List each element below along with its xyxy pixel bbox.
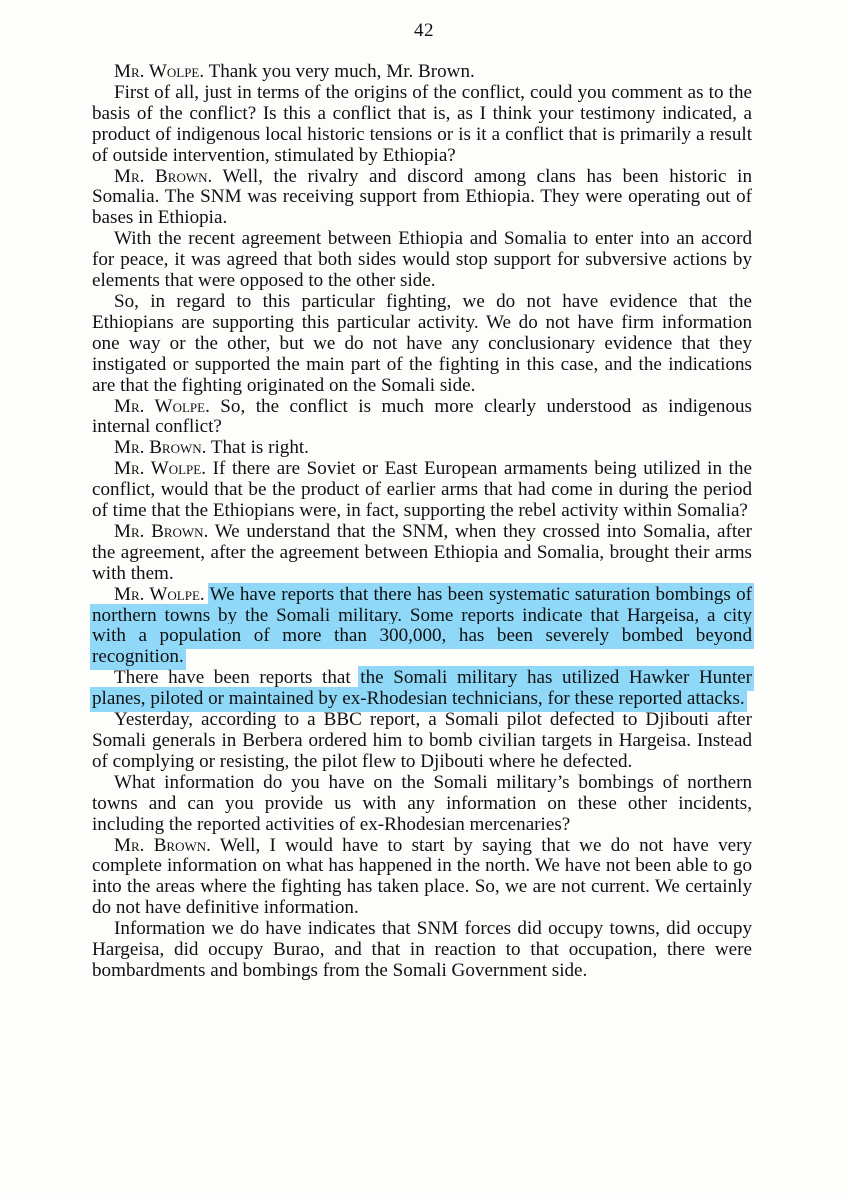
speaker-label: Mr. Brown. — [114, 165, 213, 187]
paragraph — [92, 438, 752, 459]
speaker-label: Mr. Brown. — [114, 437, 207, 459]
paragraph-text: Yesterday, according to a BBC report, a Somali pilot defected to Djibouti after Somali generals in Berbera ordered him to bomb civilian targets in Hargeisa. Instead of complying or resisting, the pilot flew to Djibouti where he defected. — [92, 709, 752, 772]
speaker-label: Mr. Brown. — [114, 834, 211, 856]
paragraph — [92, 585, 752, 669]
speaker-label: Mr. Wolpe. — [114, 395, 210, 417]
paragraph — [92, 710, 752, 773]
paragraph — [92, 229, 752, 292]
speaker-label: Mr. Brown. — [114, 520, 209, 542]
paragraph-text: So, in regard to this particular fighting, we do not have evidence that the Ethiopians are supporting this particular activity. We do not have firm information one way or the other, but we do not have any conclusionary evidence that they instigated or supported the main part of the fighting in this case, and the indications are that the fighting originated on the Somali side. — [92, 290, 752, 396]
paragraph-text: There have been reports that — [114, 667, 361, 689]
paragraph — [92, 292, 752, 397]
paragraph — [92, 668, 752, 710]
paragraph-text — [205, 584, 210, 605]
paragraph — [92, 83, 752, 167]
paragraph — [92, 919, 752, 982]
speaker-label: Mr. Wolpe. — [114, 61, 205, 82]
page-number: 42 — [414, 20, 434, 41]
paragraph-text: We understand that the SNM, when they crossed into Somalia, after the agreement, after the agreement between Ethiopia and Somalia, brought their arms with them. — [92, 520, 752, 584]
speaker-label: Mr. Wolpe. — [114, 458, 206, 480]
paragraph — [92, 397, 752, 439]
paragraph-text: If there are Soviet or East European armaments being utilized in the conflict, would that be the product of earlier arms that had come in during the period of time that the Ethiopians were, in fact, supporting the rebel activity within Somalia? — [92, 458, 752, 522]
paragraph-text: Well, I would have to start by saying that we do not have very complete information on what has happened in the north. We have not been able to go into the areas where the fighting has taken place. So, we are not current. We certainly do not have definitive information. — [92, 834, 753, 919]
paragraph-text: Information we do have indicates that SNM forces did occupy towns, did occupy Hargeisa, did occupy Burao, and that in reaction to that occupation, there were bombardments and bombings from the Somali Government side. — [92, 918, 752, 981]
speaker-label: Mr. Wolpe. — [114, 583, 205, 605]
transcript-body — [92, 62, 752, 982]
paragraph-text: First of all, just in terms of the origins of the conflict, could you comment as to the basis of the conflict? Is this a conflict that is, as I think your testimony indicated, a product of indigenous local historic tensions or is it a conflict that is primarily a result of outside intervention, stimulated by Ethiopia? — [92, 81, 752, 166]
paragraph — [92, 522, 752, 585]
paragraph-text: So, the conflict is much more clearly understood as indigenous internal conflict? — [92, 395, 752, 438]
paragraph-text: With the recent agreement between Ethiopia and Somalia to enter into an accord for peace, it was agreed that both sides would stop support for subversive actions by elements that were opposed to the other side. — [92, 228, 752, 292]
highlighted-text: We have reports that there has been systematic saturation bombings of northern towns by the Somali military. Some reports indicate that Hargeisa, a city with a population of more than 300,000, has been severely bombed beyond recognition. — [92, 583, 752, 668]
paragraph — [92, 773, 752, 836]
paragraph-text: That is right. — [206, 437, 309, 459]
paragraph — [92, 459, 752, 522]
paragraph-text: What information do you have on the Somali military’s bombings of northern towns and can you provide us with any information on these other incidents, including the reported activities of ex-Rhodesian mercenaries? — [92, 771, 752, 835]
paragraph-text: Well, the rivalry and discord among clans has been historic in Somalia. The SNM was receiving support from Ethiopia. They were operating out of bases in Ethiopia. — [92, 165, 752, 229]
paragraph-text: Thank you very much, Mr. Brown. — [204, 61, 475, 82]
highlighted-text: the Somali military has utilized Hawker Hunter planes, piloted or maintained by ex-Rhodesian technicians, for these reported attacks. — [92, 667, 752, 710]
paragraph — [92, 167, 752, 230]
paragraph — [92, 836, 752, 920]
paragraph — [92, 62, 752, 83]
